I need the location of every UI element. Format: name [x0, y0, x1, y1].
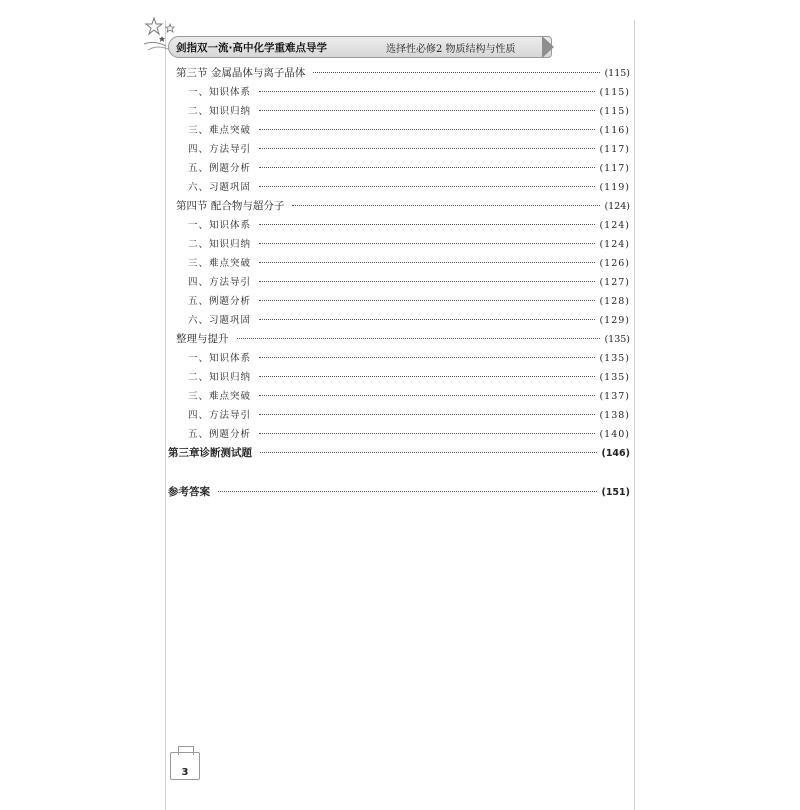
toc-entry-sub[interactable] — [168, 292, 630, 311]
toc-entry-label: 五、例题分析 — [188, 163, 252, 174]
toc-entry-sub[interactable] — [168, 102, 630, 121]
toc-entry-label: 一、知识体系 — [188, 87, 252, 98]
dot-leader — [259, 109, 595, 111]
toc-entry-page: (119) — [599, 182, 630, 193]
toc-entry-label: 整理与提升 — [176, 333, 229, 345]
toc-entry-label: 六、习题巩固 — [188, 182, 252, 193]
toc-entry-sub[interactable] — [168, 254, 630, 273]
toc-entry-label: 参考答案 — [168, 486, 210, 498]
toc-entry-page: (151) — [601, 487, 630, 498]
header-arrow-icon — [542, 36, 554, 58]
toc-entry-page: (135) — [604, 334, 630, 345]
dot-leader — [259, 128, 595, 130]
toc-entry-chapter[interactable] — [168, 483, 630, 502]
toc-entry-page: (117) — [599, 144, 630, 155]
dot-leader — [259, 356, 595, 358]
toc-entry-label: 四、方法导引 — [188, 277, 252, 288]
toc-entry-section[interactable] — [168, 64, 630, 83]
toc-entry-label: 五、例题分析 — [188, 296, 252, 307]
toc-entry-label: 二、知识归纳 — [188, 372, 252, 383]
toc-entry-chapter[interactable] — [168, 444, 630, 463]
toc-entry-label: 一、知识体系 — [188, 353, 252, 364]
dot-leader — [259, 318, 595, 320]
toc-entry-page: (115) — [599, 106, 630, 117]
toc-entry-label: 四、方法导引 — [188, 410, 252, 421]
toc-entry-sub[interactable] — [168, 121, 630, 140]
dot-leader — [259, 147, 595, 149]
toc-entry-sub[interactable] — [168, 159, 630, 178]
dot-leader — [313, 71, 600, 73]
toc-entry-page: (116) — [599, 125, 630, 136]
dot-leader — [259, 166, 595, 168]
dot-leader — [260, 451, 597, 453]
toc-entry-section[interactable] — [168, 330, 630, 349]
toc-entry-label: 五、例题分析 — [188, 429, 252, 440]
toc-entry-label: 四、方法导引 — [188, 144, 252, 155]
book-title: 剑指双一流·高中化学重难点导学 — [176, 42, 327, 54]
toc-entry-sub[interactable] — [168, 425, 630, 444]
dot-leader — [259, 394, 595, 396]
dot-leader — [259, 90, 595, 92]
dot-leader — [259, 413, 595, 415]
toc-entry-label: 一、知识体系 — [188, 220, 252, 231]
toc-entry-page: (128) — [599, 296, 630, 307]
book-subtitle: 选择性必修2 物质结构与性质 — [386, 44, 516, 55]
dot-leader — [237, 337, 601, 339]
toc-entry-sub[interactable] — [168, 406, 630, 425]
toc-entry-page: (135) — [599, 353, 630, 364]
dot-leader — [218, 490, 597, 492]
toc-entry-page: (117) — [599, 163, 630, 174]
toc-entry-label: 第四节 配合物与超分子 — [176, 200, 285, 212]
dot-leader — [259, 280, 595, 282]
toc-entry-label: 三、难点突破 — [188, 258, 252, 269]
toc-entry-section[interactable] — [168, 197, 630, 216]
toc-entry-page: (127) — [599, 277, 630, 288]
table-of-contents — [168, 64, 630, 502]
toc-entry-sub[interactable] — [168, 235, 630, 254]
toc-entry-label: 三、难点突破 — [188, 391, 252, 402]
toc-entry-label: 二、知识归纳 — [188, 239, 252, 250]
dot-leader — [259, 375, 595, 377]
toc-entry-page: (140) — [599, 429, 630, 440]
toc-gap — [168, 463, 630, 483]
running-header — [140, 14, 610, 58]
toc-entry-label: 第三章诊断测试题 — [168, 447, 252, 459]
toc-entry-label: 三、难点突破 — [188, 125, 252, 136]
dot-leader — [259, 432, 595, 434]
toc-entry-sub[interactable] — [168, 140, 630, 159]
toc-entry-sub[interactable] — [168, 178, 630, 197]
dot-leader — [292, 204, 600, 206]
toc-entry-label: 二、知识归纳 — [188, 106, 252, 117]
toc-entry-page: (137) — [599, 391, 630, 402]
toc-entry-page: (124) — [599, 220, 630, 231]
toc-entry-page: (138) — [599, 410, 630, 421]
dot-leader — [259, 299, 595, 301]
toc-entry-page: (115) — [604, 68, 630, 79]
toc-entry-page: (146) — [601, 448, 630, 459]
toc-entry-sub[interactable] — [168, 387, 630, 406]
toc-entry-page: (135) — [599, 372, 630, 383]
toc-entry-sub[interactable] — [168, 216, 630, 235]
toc-entry-page: (124) — [604, 201, 630, 212]
toc-entry-label: 第三节 金属晶体与离子晶体 — [176, 67, 306, 79]
toc-entry-sub[interactable] — [168, 311, 630, 330]
toc-entry-page: (115) — [599, 87, 630, 98]
toc-entry-sub[interactable] — [168, 83, 630, 102]
toc-entry-page: (126) — [599, 258, 630, 269]
dot-leader — [259, 223, 595, 225]
dot-leader — [259, 242, 595, 244]
toc-entry-sub[interactable] — [168, 349, 630, 368]
page-number: 3 — [170, 752, 200, 780]
dot-leader — [259, 261, 595, 263]
toc-entry-page: (129) — [599, 315, 630, 326]
toc-entry-label: 六、习题巩固 — [188, 315, 252, 326]
dot-leader — [259, 185, 595, 187]
toc-entry-sub[interactable] — [168, 368, 630, 387]
toc-entry-page: (124) — [599, 239, 630, 250]
toc-entry-sub[interactable] — [168, 273, 630, 292]
